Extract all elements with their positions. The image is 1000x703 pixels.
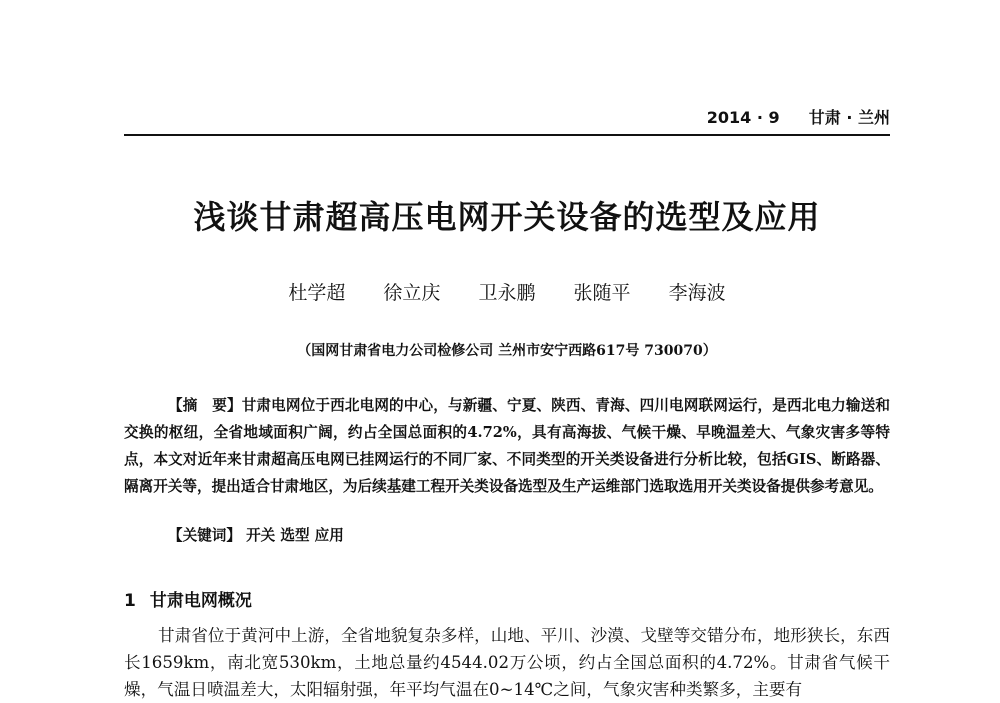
author: 张随平 <box>573 282 631 304</box>
author: 卫永鹏 <box>478 282 536 304</box>
section-number: 1 <box>124 591 136 611</box>
author: 李海波 <box>668 282 726 304</box>
place-label: 甘肃 · 兰州 <box>808 108 890 127</box>
section-heading <box>124 586 890 611</box>
author: 杜学超 <box>288 282 346 304</box>
author-list <box>124 278 890 305</box>
section-body: 甘肃省位于黄河中上游，全省地貌复杂多样，山地、平川、沙漠、戈壁等交错分布，地形狭长，东西长1659km，南北宽530km，土地总量约4544.02万公顷，约占全国总面积的4.72%。甘肃省气候干燥，气温日喷温差大，太阳辐射强，年平均气温在0~14℃之间，气象灾害种类繁多，主要有 <box>124 626 890 699</box>
issue-label: 2014 · 9 <box>706 108 780 127</box>
abstract-text: 甘肃电网位于西北电网的中心，与新疆、宁夏、陕西、青海、四川电网联网运行，是西北电力输送和交换的枢纽，全省地域面积广阔，约占全国总面积的4.72%，具有高海拔、气候干燥、早晚温差大、气象灾害多等特点，本文对近年来甘肃超高压电网已挂网运行的不同厂家、不同类型的开关类设备进行分析比较，包括GIS、断路器、隔离开关等，提出适合甘肃地区，为后续基建工程开关类设备选型及生产运维部门选取选用开关类设备提供参考意见。 <box>124 397 890 495</box>
affiliation: （国网甘肃省电力公司检修公司 兰州市安宁西路617号 730070） <box>297 343 717 359</box>
keywords <box>168 522 890 549</box>
abstract <box>124 392 890 500</box>
author: 徐立庆 <box>383 282 441 304</box>
keywords-label: 【关键词】 <box>168 527 241 544</box>
paper-title: 浅谈甘肃超高压电网开关设备的选型及应用 <box>193 198 821 236</box>
running-header <box>124 104 890 132</box>
section-title: 甘肃电网概况 <box>149 591 252 611</box>
keywords-text: 开关 选型 应用 <box>246 527 344 544</box>
header-rule <box>124 134 890 136</box>
abstract-label: 【摘 要】 <box>168 397 242 414</box>
